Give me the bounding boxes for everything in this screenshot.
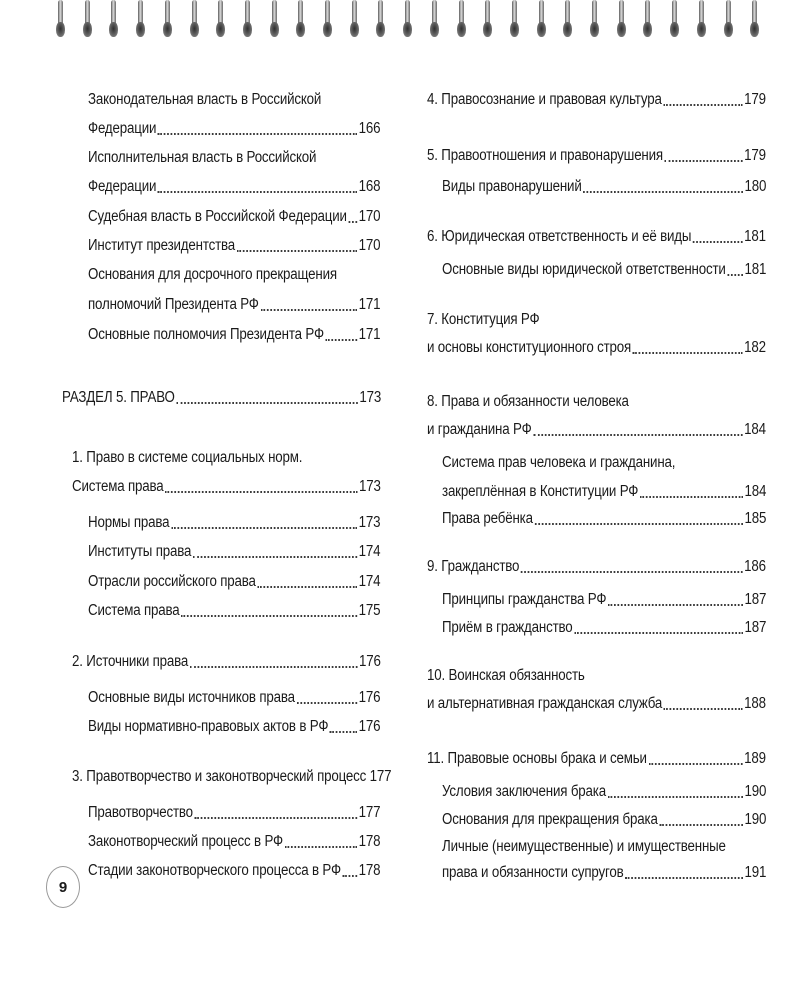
spiral-ring: [563, 0, 572, 40]
toc-entry-title: Система права: [88, 602, 180, 619]
toc-line: 8. Права и обязанности человека: [427, 393, 629, 410]
punch-hole: [457, 22, 466, 37]
leader-dots: [285, 834, 357, 848]
toc-entry-page: 177: [369, 768, 392, 785]
toc-entry-title: полномочий Президента РФ: [88, 296, 259, 313]
toc-entry-title: Основные виды источников права: [88, 689, 295, 706]
leader-dots: [181, 603, 357, 617]
leader-dots: [633, 340, 743, 354]
toc-entry-page: 168: [358, 178, 381, 195]
punch-hole: [510, 22, 519, 37]
punch-hole: [403, 22, 412, 37]
leader-dots: [640, 484, 743, 498]
toc-entry-title: РАЗДЕЛ 5. ПРАВО: [62, 389, 175, 406]
toc-line: 7. Конституция РФ: [427, 311, 540, 328]
toc-entry-title: Институт президентства: [88, 237, 236, 254]
leader-dots: [649, 751, 743, 765]
spiral-ring: [590, 0, 599, 40]
leader-dots: [176, 390, 357, 404]
spiral-ring: [323, 0, 332, 40]
leader-dots: [158, 179, 357, 193]
punch-hole: [350, 22, 359, 37]
punch-hole: [724, 22, 733, 37]
punch-hole: [376, 22, 385, 37]
punch-hole: [270, 22, 279, 37]
leader-dots: [521, 559, 742, 573]
leader-dots: [664, 696, 742, 710]
toc-entry[interactable]: [88, 803, 380, 823]
leader-dots: [343, 863, 357, 877]
toc-entry[interactable]: [88, 119, 380, 139]
spiral-ring: [376, 0, 385, 40]
toc-entry[interactable]: [427, 749, 766, 769]
toc-entry-page: 182: [744, 339, 766, 356]
toc-entry[interactable]: [88, 513, 380, 533]
punch-hole: [243, 22, 252, 37]
punch-hole: [323, 22, 332, 37]
leader-dots: [608, 592, 743, 606]
toc-entry-page: 170: [358, 208, 381, 225]
toc-entry[interactable]: [442, 863, 766, 883]
toc-entry-title: Права ребёнка: [442, 510, 533, 527]
spiral-ring: [617, 0, 626, 40]
toc-entry-title: Отрасли российского права: [88, 573, 256, 590]
toc-entry[interactable]: [88, 861, 380, 881]
toc-entry-page: 171: [358, 326, 381, 343]
toc-entry-title: Основные полномочия Президента РФ: [88, 326, 324, 343]
toc-entry[interactable]: [427, 694, 766, 714]
toc-entry[interactable]: [442, 177, 766, 197]
toc-entry-page: 189: [744, 750, 766, 767]
punch-hole: [56, 22, 65, 37]
punch-hole: [296, 22, 305, 37]
toc-entry[interactable]: [72, 477, 381, 497]
toc-entry-page: 174: [358, 543, 381, 560]
leader-dots: [663, 92, 742, 106]
toc-entry-page: 173: [359, 389, 382, 406]
toc-entry[interactable]: [88, 325, 380, 345]
punch-hole: [750, 22, 759, 37]
punch-hole: [590, 22, 599, 37]
punch-hole: [163, 22, 172, 37]
toc-entry-title: 6. Юридическая ответственность и её виды: [427, 228, 692, 245]
toc-entry[interactable]: [442, 810, 766, 830]
spiral-ring: [163, 0, 172, 40]
toc-entry-page: 174: [358, 573, 381, 590]
toc-entry[interactable]: [427, 227, 766, 247]
toc-entry[interactable]: [427, 338, 766, 358]
toc-entry-title: Федерации: [88, 120, 157, 137]
punch-hole: [483, 22, 492, 37]
punch-hole: [537, 22, 546, 37]
leader-dots: [258, 574, 357, 588]
toc-entry[interactable]: [88, 207, 380, 227]
spiral-ring: [270, 0, 279, 40]
toc-entry-page: 178: [358, 862, 381, 879]
toc-entry-page: 180: [744, 178, 767, 195]
toc-entry-page: 179: [744, 147, 766, 164]
punch-hole: [617, 22, 626, 37]
leader-dots: [349, 209, 357, 223]
toc-entry[interactable]: [88, 601, 380, 621]
punch-hole: [216, 22, 225, 37]
leader-dots: [330, 719, 357, 733]
toc-entry-page: 190: [744, 783, 767, 800]
toc-entry[interactable]: [88, 542, 380, 562]
toc-entry[interactable]: [442, 590, 766, 610]
toc-entry[interactable]: [72, 652, 381, 672]
toc-entry-title: Законотворческий процесс в РФ: [88, 833, 284, 850]
toc-entry-title: и гражданина РФ: [427, 421, 532, 438]
toc-entry-title: 4. Правосознание и правовая культура: [427, 91, 662, 108]
toc-entry-page: 187: [744, 591, 767, 608]
toc-entry-title: Принципы гражданства РФ: [442, 591, 607, 608]
toc-entry-page: 166: [358, 120, 381, 137]
spiral-ring: [670, 0, 679, 40]
toc-entry-title: Правотворчество: [88, 804, 193, 821]
toc-entry-title: 9. Гражданство: [427, 558, 520, 575]
toc-entry-title: Основные виды юридической ответственности: [442, 261, 726, 278]
toc-section-heading[interactable]: [62, 388, 381, 408]
punch-hole: [643, 22, 652, 37]
toc-entry-title: Условия заключения брака: [442, 783, 606, 800]
toc-entry-title: Нормы права: [88, 514, 170, 531]
spiral-ring: [483, 0, 492, 40]
toc-entry-page: 184: [744, 421, 766, 438]
punch-hole: [697, 22, 706, 37]
toc-entry-page: 178: [358, 833, 381, 850]
leader-dots: [190, 654, 357, 668]
punch-hole: [430, 22, 439, 37]
punch-hole: [190, 22, 199, 37]
toc-entry[interactable]: [88, 688, 380, 708]
toc-line: Личные (неимущественные) и имущественные: [442, 838, 726, 855]
spiral-ring: [750, 0, 759, 40]
toc-entry[interactable]: [442, 482, 766, 502]
toc-entry-page: 181: [744, 228, 766, 245]
spiral-ring: [190, 0, 199, 40]
toc-entry-title: 2. Источники права: [72, 653, 189, 670]
spiral-ring: [724, 0, 733, 40]
toc-entry-page: 186: [744, 558, 766, 575]
toc-entry-title: и основы конституционного строя: [427, 339, 632, 356]
spiral-ring: [643, 0, 652, 40]
toc-entry[interactable]: [72, 767, 392, 787]
toc-entry-title: Система права: [72, 478, 164, 495]
toc-entry-page: 173: [359, 478, 381, 495]
toc-entry[interactable]: [427, 90, 766, 110]
toc-entry-page: 177: [358, 804, 381, 821]
toc-entry[interactable]: [427, 420, 766, 440]
toc-entry-page: 191: [744, 864, 767, 881]
punch-hole: [83, 22, 92, 37]
toc-entry[interactable]: [442, 509, 766, 529]
toc-entry-page: 187: [744, 619, 767, 636]
toc-entry-title: Стадии законотворческого процесса в РФ: [88, 862, 341, 879]
toc-entry[interactable]: [88, 832, 380, 852]
punch-hole: [109, 22, 118, 37]
toc-line: Исполнительная власть в Российской: [88, 149, 317, 166]
toc-entry-page: 188: [744, 695, 766, 712]
toc-entry-page: 185: [744, 510, 767, 527]
toc-entry-title: права и обязанности супругов: [442, 864, 624, 881]
toc-entry-page: 175: [358, 602, 381, 619]
toc-entry-page: 176: [359, 653, 381, 670]
toc-entry-title: Виды нормативно-правовых актов в РФ: [88, 718, 329, 735]
toc-line: Основания для досрочного прекращения: [88, 266, 337, 283]
toc-entry-title: закреплённая в Конституции РФ: [442, 483, 639, 500]
leader-dots: [574, 620, 743, 634]
toc-line: Система прав человека и гражданина,: [442, 454, 676, 471]
spiral-ring: [457, 0, 466, 40]
toc-entry-page: 176: [358, 718, 381, 735]
toc-entry[interactable]: [427, 557, 766, 577]
leader-dots: [693, 229, 742, 243]
leader-dots: [195, 805, 357, 819]
leader-dots: [326, 327, 357, 341]
toc-line: 1. Право в системе социальных норм.: [72, 449, 303, 466]
spiral-ring: [136, 0, 145, 40]
punch-hole: [563, 22, 572, 37]
punch-hole: [136, 22, 145, 37]
spiral-ring: [350, 0, 359, 40]
spiral-ring: [216, 0, 225, 40]
toc-entry[interactable]: [442, 260, 766, 280]
toc-entry-title: Приём в гражданство: [442, 619, 573, 636]
toc-entry-title: Федерации: [88, 178, 157, 195]
toc-entry[interactable]: [442, 782, 766, 802]
toc-entry-page: 190: [744, 811, 767, 828]
toc-entry-title: и альтернативная гражданская служба: [427, 695, 663, 712]
toc-entry-page: 179: [744, 91, 766, 108]
leader-dots: [625, 865, 743, 879]
leader-dots: [533, 422, 742, 436]
spiral-ring: [403, 0, 412, 40]
spiral-ring: [510, 0, 519, 40]
toc-entry-page: 184: [744, 483, 767, 500]
leader-dots: [260, 297, 356, 311]
spiral-ring: [109, 0, 118, 40]
leader-dots: [608, 784, 743, 798]
spiral-ring: [296, 0, 305, 40]
leader-dots: [297, 690, 357, 704]
spiral-ring: [243, 0, 252, 40]
toc-entry-title: 3. Правотворчество и законотворческий процесс: [72, 768, 367, 785]
spiral-ring: [56, 0, 65, 40]
toc-entry[interactable]: [442, 618, 766, 638]
toc-entry[interactable]: [427, 146, 766, 166]
toc-entry-title: Основания для прекращения брака: [442, 811, 658, 828]
leader-dots: [171, 515, 357, 529]
page-number-badge: [46, 866, 80, 908]
toc-entry-title: Виды правонарушений: [442, 178, 582, 195]
toc-entry[interactable]: [88, 295, 380, 315]
leader-dots: [237, 238, 357, 252]
leader-dots: [727, 262, 742, 276]
toc-line: 10. Воинская обязанность: [427, 667, 585, 684]
toc-entry[interactable]: [88, 236, 380, 256]
leader-dots: [665, 148, 743, 162]
leader-dots: [535, 511, 743, 525]
leader-dots: [193, 544, 357, 558]
toc-entry-page: 170: [358, 237, 381, 254]
toc-entry-page: 173: [358, 514, 381, 531]
toc-entry-title: 11. Правовые основы брака и семьи: [427, 750, 647, 767]
toc-entry-page: 176: [358, 689, 381, 706]
leader-dots: [583, 179, 742, 193]
toc-entry[interactable]: [88, 717, 380, 737]
punch-hole: [670, 22, 679, 37]
toc-line: Законодательная власть в Российской: [88, 91, 322, 108]
spiral-ring: [537, 0, 546, 40]
leader-dots: [659, 812, 742, 826]
spiral-ring: [83, 0, 92, 40]
toc-entry-page: 181: [744, 261, 767, 278]
spiral-binding: [0, 0, 800, 48]
toc-entry-title: 5. Правоотношения и правонарушения: [427, 147, 663, 164]
spiral-ring: [697, 0, 706, 40]
page-number: 9: [58, 878, 68, 896]
spiral-ring: [430, 0, 439, 40]
toc-entry-page: 171: [358, 296, 381, 313]
toc-entry[interactable]: [88, 572, 380, 592]
toc-entry-title: Институты права: [88, 543, 192, 560]
toc-entry-title: Судебная власть в Российской Федерации: [88, 208, 347, 225]
toc-entry[interactable]: [88, 177, 380, 197]
leader-dots: [165, 479, 357, 493]
leader-dots: [158, 121, 357, 135]
